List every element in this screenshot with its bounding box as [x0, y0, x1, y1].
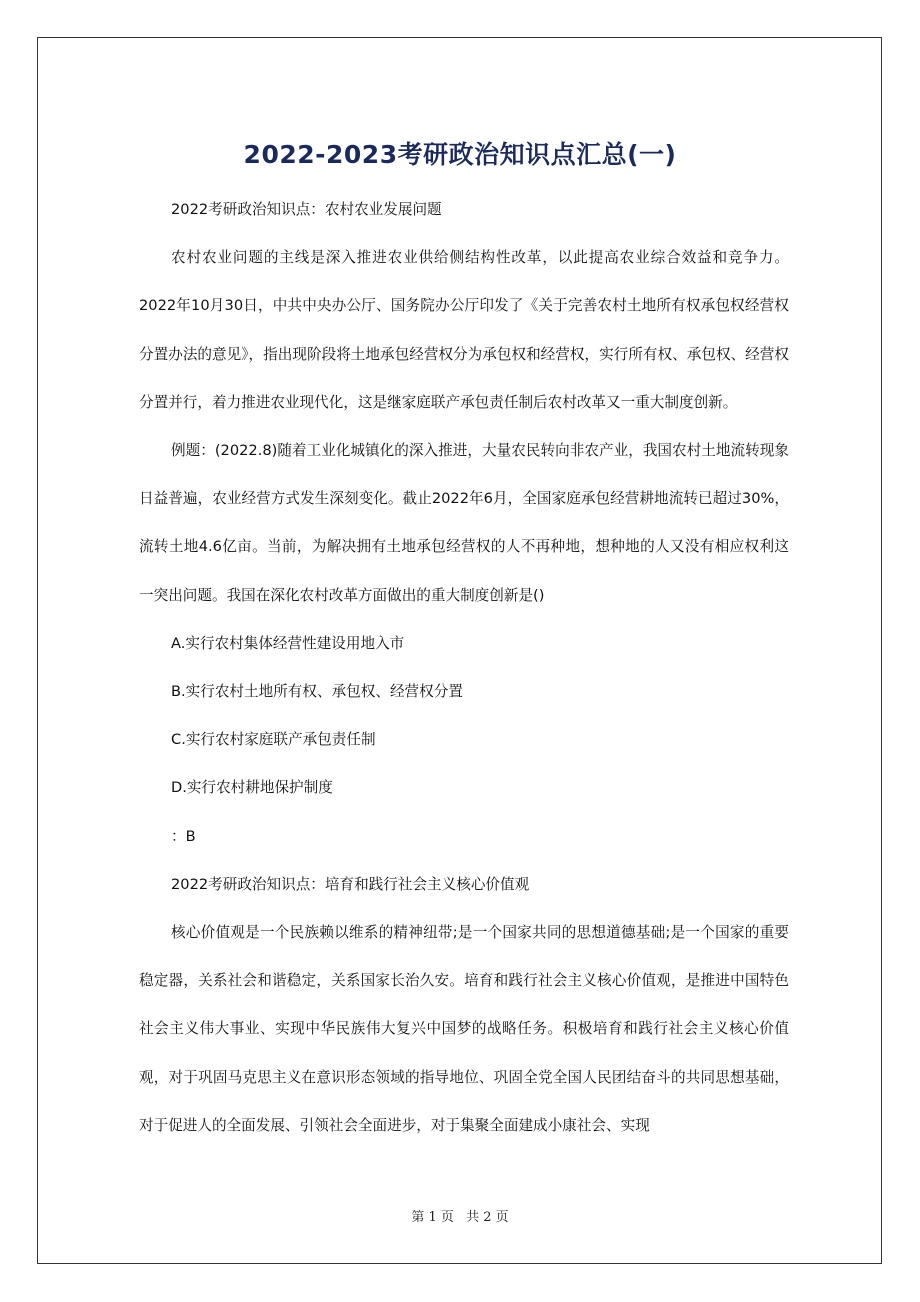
option-a: A.实行农村集体经营性建设用地入市	[171, 634, 405, 652]
section-heading-core-values: 2022考研政治知识点：培育和践行社会主义核心价值观	[171, 875, 530, 893]
paragraph-rural-reform: 农村农业问题的主线是深入推进农业供给侧结构性改革，以此提高农业综合效益和竞争力。2022年10月30日，中共中央办公厅、国务院办公厅印发了《关于完善农村土地所有权承包权经营权分置办法的意见》，指出现阶段将土地承包经营权分为承包权和经营权，实行所有权、承包权、经营权分置并行，着力推进农业现代化，这是继家庭联产承包责任制后农村改革又一重大制度创新。	[139, 249, 789, 411]
answer-line: ：B	[171, 827, 196, 845]
paragraph-example-question: 例题：(2022.8)随着工业化城镇化的深入推进，大量农民转向非农产业，我国农村土地流转现象日益普遍，农业经营方式发生深刻变化。截止2022年6月，全国家庭承包经营耕地流转已超过30%，流转土地4.6亿亩。当前，为解决拥有土地承包经营权的人不再种地，想种地的人又没有相应权利这一突出问题。我国在深化农村改革方面做出的重大制度创新是()	[139, 442, 789, 604]
option-c: C.实行农村家庭联产承包责任制	[171, 731, 376, 749]
page-number: 第 1 页	[411, 1210, 454, 1225]
section-heading-rural: 2022考研政治知识点：农村农业发展问题	[171, 201, 442, 218]
document-body	[139, 186, 789, 1150]
page-total: 共 2 页	[466, 1210, 509, 1225]
option-b: B.实行农村土地所有权、承包权、经营权分置	[171, 683, 463, 701]
page-footer	[0, 1206, 920, 1225]
document-title: 2022-2023考研政治知识点汇总(一)	[243, 139, 677, 169]
paragraph-core-values: 核心价值观是一个民族赖以维系的精神纽带;是一个国家共同的思想道德基础;是一个国家的重要稳定器，关系社会和谐稳定，关系国家长治久安。培育和践行社会主义核心价值观，是推进中国特色社会主义伟大事业、实现中华民族伟大复兴中国梦的战略任务。积极培育和践行社会主义核心价值观，对于巩固马克思主义在意识形态领域的指导地位、巩固全党全国人民团结奋斗的共同思想基础，对于促进人的全面发展、引领社会全面进步，对于集聚全面建成小康社会、实现	[139, 924, 789, 1134]
option-d: D.实行农村耕地保护制度	[171, 779, 333, 797]
